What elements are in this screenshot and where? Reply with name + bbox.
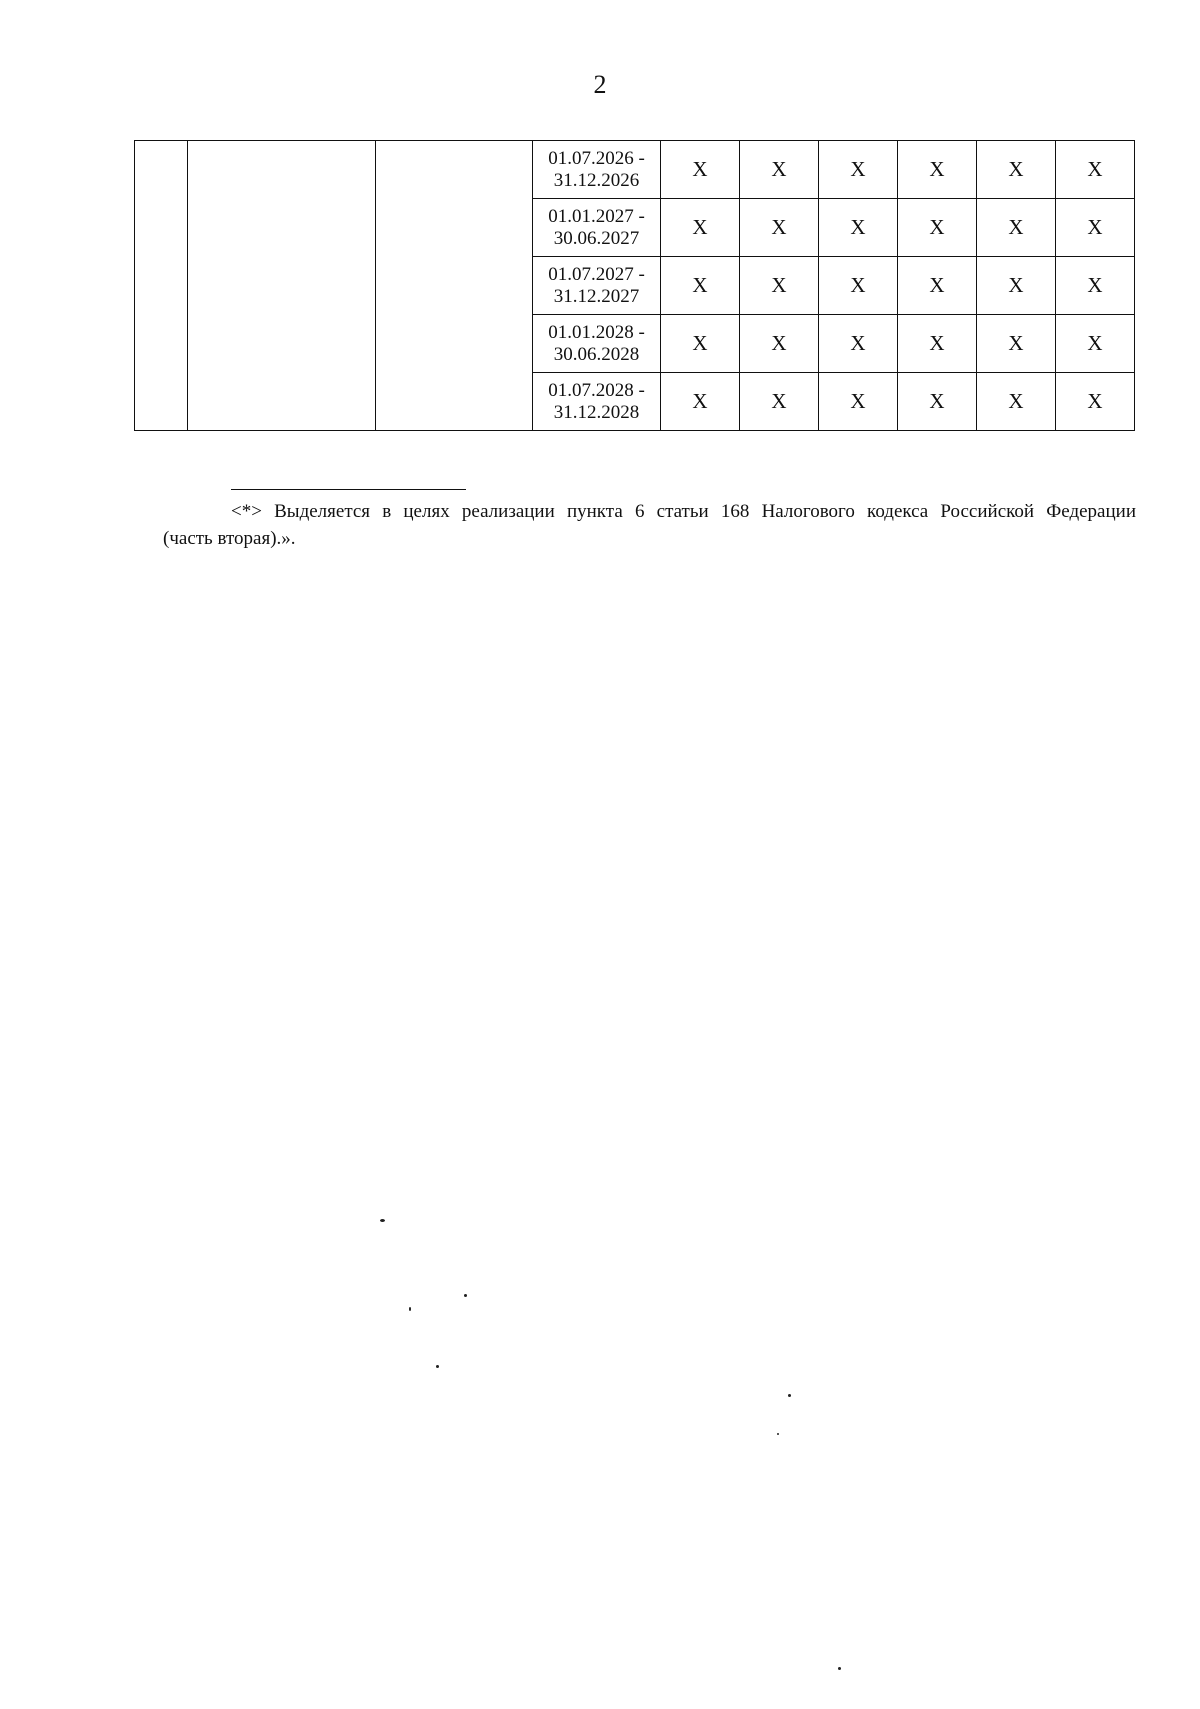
x-mark-cell: X [819, 315, 898, 373]
x-mark-cell: X [740, 315, 819, 373]
period-cell [533, 257, 661, 315]
period-end: 31.12.2026 [553, 169, 640, 191]
scan-speck [777, 1433, 779, 1435]
x-mark-cell: X [740, 257, 819, 315]
x-mark-cell: X [1056, 257, 1135, 315]
x-mark-cell: X [898, 257, 977, 315]
x-mark-cell: X [819, 257, 898, 315]
col-2-cell [188, 141, 376, 431]
x-mark-cell: X [819, 199, 898, 257]
footnote-line-1: <*> Выделяется в целях реализации пункта 6 статьи 168 Налогового кодекса Российской Федерации [231, 501, 1136, 522]
x-mark-cell: X [898, 373, 977, 431]
x-mark-cell: X [819, 141, 898, 199]
footnote-line-2: (часть вторая).». [163, 528, 296, 549]
x-mark-cell: X [1056, 199, 1135, 257]
period-end: 31.12.2027 [553, 285, 640, 307]
x-mark-cell: X [1056, 373, 1135, 431]
x-mark-cell: X [1056, 315, 1135, 373]
x-mark-cell: X [661, 315, 740, 373]
x-mark-cell: X [661, 257, 740, 315]
page-number: 2 [593, 70, 607, 99]
col-1-cell [135, 141, 188, 431]
footnote-separator [231, 489, 466, 490]
x-mark-cell: X [661, 373, 740, 431]
scan-speck [838, 1667, 841, 1670]
period-cell [533, 315, 661, 373]
scan-speck [464, 1294, 467, 1297]
x-mark-cell: X [898, 199, 977, 257]
period-end: 30.06.2027 [553, 227, 640, 249]
x-mark-cell: X [977, 373, 1056, 431]
x-mark-cell: X [977, 257, 1056, 315]
x-mark-cell: X [819, 373, 898, 431]
col-3-cell [376, 141, 533, 431]
scan-speck [436, 1365, 439, 1368]
period-start: 01.07.2027 - [548, 263, 645, 285]
x-mark-cell: X [977, 141, 1056, 199]
x-mark-cell: X [1056, 141, 1135, 199]
period-cell [533, 373, 661, 431]
x-mark-cell: X [898, 315, 977, 373]
x-mark-cell: X [740, 199, 819, 257]
x-mark-cell: X [661, 199, 740, 257]
scan-speck [788, 1394, 791, 1397]
period-end: 31.12.2028 [553, 401, 640, 423]
scan-speck [380, 1219, 385, 1222]
x-mark-cell: X [740, 373, 819, 431]
table-row [135, 141, 1135, 199]
period-start: 01.01.2028 - [548, 321, 645, 343]
period-start: 01.07.2028 - [548, 379, 645, 401]
period-end: 30.06.2028 [553, 343, 640, 365]
period-cell [533, 141, 661, 199]
period-start: 01.07.2026 - [548, 147, 645, 169]
x-mark-cell: X [977, 199, 1056, 257]
footnote [163, 498, 1136, 552]
periods-table [134, 140, 1135, 431]
x-mark-cell: X [740, 141, 819, 199]
table-body [135, 141, 1135, 431]
x-mark-cell: X [661, 141, 740, 199]
period-start: 01.01.2027 - [548, 205, 645, 227]
x-mark-cell: X [977, 315, 1056, 373]
period-cell [533, 199, 661, 257]
x-mark-cell: X [898, 141, 977, 199]
scan-speck [409, 1307, 411, 1311]
